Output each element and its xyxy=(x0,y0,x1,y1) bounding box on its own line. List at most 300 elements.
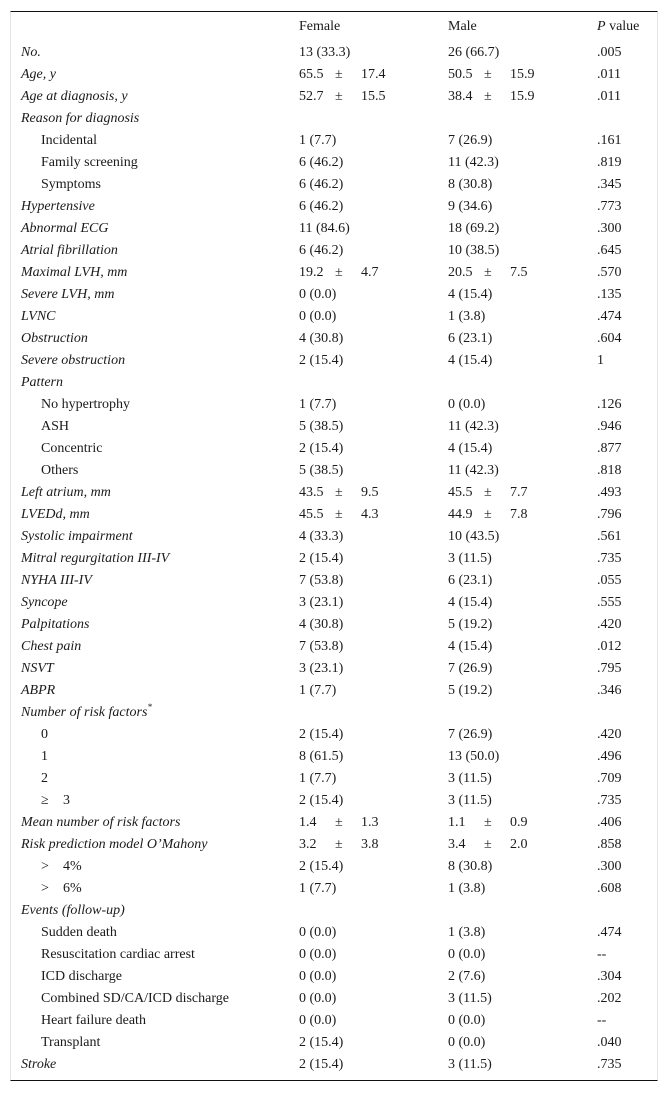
table-row xyxy=(11,240,657,262)
p-value: -- xyxy=(597,947,607,962)
p-value: -- xyxy=(597,1013,607,1028)
table-row xyxy=(11,438,657,460)
row-label xyxy=(41,152,138,174)
p-value: .735 xyxy=(597,551,622,566)
row-label xyxy=(21,526,133,548)
row-label-text: NYHA III-IV xyxy=(21,573,92,588)
male-value: 9 (34.6) xyxy=(448,199,493,214)
male-mean: 3.4 xyxy=(448,837,466,852)
header-p-rest: value xyxy=(605,19,640,34)
row-label xyxy=(21,350,125,372)
plus-minus-sign: ± xyxy=(335,265,343,280)
row-label xyxy=(21,372,63,394)
row-label xyxy=(41,724,48,746)
row-label-text: Transplant xyxy=(41,1035,101,1050)
row-label xyxy=(41,130,97,152)
p-value: .608 xyxy=(597,881,622,896)
plus-minus-sign: ± xyxy=(335,89,343,104)
table-row xyxy=(11,1010,657,1032)
male-mean: 45.5 xyxy=(448,485,473,500)
p-value: .474 xyxy=(597,925,622,940)
table-row xyxy=(11,306,657,328)
male-value: 13 (50.0) xyxy=(448,749,500,764)
male-value: 7 (26.9) xyxy=(448,661,493,676)
male-mean: 20.5 xyxy=(448,265,473,280)
row-label xyxy=(41,174,101,196)
row-label xyxy=(41,1010,146,1032)
female-value: 3 (23.1) xyxy=(299,595,344,610)
female-value: 1 (7.7) xyxy=(299,133,337,148)
p-value: .796 xyxy=(597,507,622,522)
female-value: 1 (7.7) xyxy=(299,397,337,412)
row-label-text: Pattern xyxy=(21,375,63,390)
row-label-text: Events (follow-up) xyxy=(21,903,125,918)
p-value: .011 xyxy=(597,67,621,82)
row-label-text: Hypertensive xyxy=(21,199,95,214)
female-value: 7 (53.8) xyxy=(299,573,344,588)
p-value: .735 xyxy=(597,1057,622,1072)
female-mean: 45.5 xyxy=(299,507,324,522)
row-label-text: Age, y xyxy=(21,67,56,82)
row-label-symbol: > xyxy=(41,859,49,874)
table-row xyxy=(11,1054,657,1076)
row-label xyxy=(21,196,95,218)
female-value: 0 (0.0) xyxy=(299,991,337,1006)
plus-minus-sign: ± xyxy=(335,485,343,500)
row-label xyxy=(21,570,92,592)
row-label xyxy=(21,504,90,526)
female-value: 1 (7.7) xyxy=(299,683,337,698)
plus-minus-sign: ± xyxy=(484,89,492,104)
male-value: 1 (3.8) xyxy=(448,309,486,324)
row-label-symbol: > xyxy=(41,881,49,896)
female-sd: 3.8 xyxy=(361,837,379,852)
table-row xyxy=(11,416,657,438)
row-label-text: Others xyxy=(41,463,79,478)
male-value: 4 (15.4) xyxy=(448,287,493,302)
table-row xyxy=(11,834,657,856)
male-value: 3 (11.5) xyxy=(448,793,492,808)
p-value: .735 xyxy=(597,793,622,808)
female-value: 2 (15.4) xyxy=(299,353,344,368)
table-row xyxy=(11,856,657,878)
p-value: .300 xyxy=(597,221,622,236)
male-value: 0 (0.0) xyxy=(448,947,486,962)
row-label-text: Number of risk factors xyxy=(21,705,148,720)
female-value: 6 (46.2) xyxy=(299,243,344,258)
male-value: 6 (23.1) xyxy=(448,573,493,588)
table-row xyxy=(11,64,657,86)
p-value: .819 xyxy=(597,155,622,170)
p-value: .202 xyxy=(597,991,622,1006)
row-label xyxy=(21,262,127,284)
p-value: .040 xyxy=(597,1035,622,1050)
row-label xyxy=(41,746,48,768)
table-row xyxy=(11,152,657,174)
row-label-text: Resuscitation cardiac arrest xyxy=(41,947,195,962)
row-label xyxy=(21,548,169,570)
header-male: Male xyxy=(448,19,477,34)
p-value: .005 xyxy=(597,45,622,60)
plus-minus-sign: ± xyxy=(484,507,492,522)
row-label xyxy=(21,306,56,328)
female-value: 7 (53.8) xyxy=(299,639,344,654)
row-label-text: Incidental xyxy=(41,133,97,148)
p-value: .161 xyxy=(597,133,622,148)
female-sd: 9.5 xyxy=(361,485,379,500)
male-sd: 7.8 xyxy=(510,507,528,522)
p-value: .877 xyxy=(597,441,622,456)
row-label-text: Syncope xyxy=(21,595,68,610)
male-value: 4 (15.4) xyxy=(448,639,493,654)
male-value: 3 (11.5) xyxy=(448,1057,492,1072)
p-value: .474 xyxy=(597,309,622,324)
male-mean: 1.1 xyxy=(448,815,466,830)
p-value: .346 xyxy=(597,683,622,698)
male-value: 4 (15.4) xyxy=(448,353,493,368)
row-label xyxy=(21,834,208,856)
row-label xyxy=(41,460,78,482)
table-row xyxy=(11,350,657,372)
table-row xyxy=(11,702,657,724)
row-label xyxy=(41,1032,100,1054)
table-row xyxy=(11,284,657,306)
p-value: .420 xyxy=(597,727,622,742)
row-label xyxy=(21,64,56,86)
female-sd: 1.3 xyxy=(361,815,379,830)
row-label-text: No hypertrophy xyxy=(41,397,131,412)
female-value: 0 (0.0) xyxy=(299,287,337,302)
female-value: 13 (33.3) xyxy=(299,45,351,60)
row-label xyxy=(21,680,55,702)
footnote-marker: * xyxy=(147,702,152,712)
male-value: 11 (42.3) xyxy=(448,463,499,478)
female-sd: 15.5 xyxy=(361,89,386,104)
row-label xyxy=(21,702,152,724)
row-label-text: Concentric xyxy=(41,441,103,456)
male-value: 8 (30.8) xyxy=(448,859,493,874)
plus-minus-sign: ± xyxy=(335,67,343,82)
row-label xyxy=(21,218,109,240)
female-value: 1 (7.7) xyxy=(299,771,337,786)
male-sd: 15.9 xyxy=(510,89,535,104)
male-value: 1 (3.8) xyxy=(448,881,486,896)
male-value: 0 (0.0) xyxy=(448,397,486,412)
row-label-text: Systolic impairment xyxy=(21,529,133,544)
male-value: 2 (7.6) xyxy=(448,969,486,984)
table-row xyxy=(11,548,657,570)
row-label-text: LVNC xyxy=(21,309,56,324)
table-row xyxy=(11,174,657,196)
row-label-text: Left atrium, mm xyxy=(21,485,111,500)
table-row xyxy=(11,42,657,64)
p-value: .011 xyxy=(597,89,621,104)
row-label-text: Severe LVH, mm xyxy=(21,287,115,302)
table-row xyxy=(11,218,657,240)
male-value: 3 (11.5) xyxy=(448,991,492,1006)
table-row xyxy=(11,944,657,966)
female-sd: 4.7 xyxy=(361,265,379,280)
table-row xyxy=(11,966,657,988)
plus-minus-sign: ± xyxy=(335,815,343,830)
table-row xyxy=(11,504,657,526)
table-row xyxy=(11,614,657,636)
p-value: .496 xyxy=(597,749,622,764)
p-value: .858 xyxy=(597,837,622,852)
row-label-text: 2 xyxy=(41,771,48,786)
male-value: 5 (19.2) xyxy=(448,683,493,698)
table-row xyxy=(11,922,657,944)
row-label-text: Reason for diagnosis xyxy=(21,111,140,126)
female-mean: 1.4 xyxy=(299,815,317,830)
female-value: 3 (23.1) xyxy=(299,661,344,676)
table-row xyxy=(11,768,657,790)
p-value: .493 xyxy=(597,485,622,500)
female-mean: 3.2 xyxy=(299,837,317,852)
row-label-text: Mitral regurgitation III-IV xyxy=(21,551,170,566)
male-value: 4 (15.4) xyxy=(448,595,493,610)
male-sd: 0.9 xyxy=(510,815,528,830)
table-row xyxy=(11,262,657,284)
row-label-text: No. xyxy=(21,45,41,60)
row-label-text: ASH xyxy=(41,419,70,434)
plus-minus-sign: ± xyxy=(484,67,492,82)
female-value: 1 (7.7) xyxy=(299,881,337,896)
row-label xyxy=(21,86,128,108)
table-row xyxy=(11,394,657,416)
row-label xyxy=(21,482,111,504)
male-sd: 7.7 xyxy=(510,485,528,500)
row-label-text: ICD discharge xyxy=(41,969,122,984)
row-label-text: Chest pain xyxy=(21,639,82,654)
table-row xyxy=(11,878,657,900)
female-mean: 65.5 xyxy=(299,67,324,82)
female-value: 5 (38.5) xyxy=(299,419,344,434)
row-label-text: Maximal LVH, mm xyxy=(21,265,128,280)
male-value: 3 (11.5) xyxy=(448,551,492,566)
row-label xyxy=(21,658,54,680)
plus-minus-sign: ± xyxy=(484,837,492,852)
female-value: 0 (0.0) xyxy=(299,947,337,962)
row-label xyxy=(21,328,88,350)
female-value: 2 (15.4) xyxy=(299,859,344,874)
row-label-number: 4% xyxy=(63,859,82,874)
male-mean: 38.4 xyxy=(448,89,473,104)
male-value: 26 (66.7) xyxy=(448,45,500,60)
row-label-text: Symptoms xyxy=(41,177,101,192)
male-value: 7 (26.9) xyxy=(448,727,493,742)
table-row xyxy=(11,460,657,482)
table-row xyxy=(11,372,657,394)
p-value: .645 xyxy=(597,243,622,258)
row-label-text: Obstruction xyxy=(21,331,88,346)
male-value: 1 (3.8) xyxy=(448,925,486,940)
female-sd: 17.4 xyxy=(361,67,386,82)
male-value: 0 (0.0) xyxy=(448,1013,486,1028)
table-row xyxy=(11,680,657,702)
table-row xyxy=(11,746,657,768)
p-value: .055 xyxy=(597,573,622,588)
female-value: 0 (0.0) xyxy=(299,925,337,940)
p-value: .709 xyxy=(597,771,622,786)
plus-minus-sign: ± xyxy=(484,485,492,500)
female-value: 0 (0.0) xyxy=(299,309,337,324)
header-female: Female xyxy=(299,19,341,34)
row-label-text: Sudden death xyxy=(41,925,117,940)
p-value: .773 xyxy=(597,199,622,214)
p-value: .946 xyxy=(597,419,622,434)
female-value: 2 (15.4) xyxy=(299,1057,344,1072)
row-label xyxy=(41,394,130,416)
male-value: 4 (15.4) xyxy=(448,441,493,456)
row-label xyxy=(21,812,180,834)
plus-minus-sign: ± xyxy=(484,265,492,280)
row-label-text: Severe obstruction xyxy=(21,353,126,368)
row-label-number: 3 xyxy=(63,793,70,808)
p-value: .795 xyxy=(597,661,622,676)
male-value: 6 (23.1) xyxy=(448,331,493,346)
female-mean: 52.7 xyxy=(299,89,324,104)
header-p-value xyxy=(597,16,639,38)
female-value: 4 (30.8) xyxy=(299,617,344,632)
female-value: 0 (0.0) xyxy=(299,969,337,984)
p-value: .300 xyxy=(597,859,622,874)
row-label-text: Stroke xyxy=(21,1057,57,1072)
row-label-text: Age at diagnosis, y xyxy=(21,89,128,104)
header-row xyxy=(11,16,657,38)
female-value: 2 (15.4) xyxy=(299,551,344,566)
row-label-symbol: ≥ xyxy=(41,793,49,808)
row-label xyxy=(41,944,195,966)
table-row xyxy=(11,526,657,548)
female-value: 6 (46.2) xyxy=(299,177,344,192)
row-label xyxy=(41,922,117,944)
header-p-italic: P xyxy=(597,19,606,34)
row-label-text: ABPR xyxy=(21,683,56,698)
p-value: .555 xyxy=(597,595,622,610)
row-label-text: 1 xyxy=(41,749,48,764)
row-label xyxy=(21,108,139,130)
row-label-text: Combined SD/CA/ICD discharge xyxy=(41,991,229,1006)
male-value: 5 (19.2) xyxy=(448,617,493,632)
row-label xyxy=(21,636,81,658)
table-row xyxy=(11,1032,657,1054)
table-row xyxy=(11,328,657,350)
male-sd: 15.9 xyxy=(510,67,535,82)
male-mean: 50.5 xyxy=(448,67,473,82)
female-value: 5 (38.5) xyxy=(299,463,344,478)
row-label-text: NSVT xyxy=(21,661,54,676)
p-value: .406 xyxy=(597,815,622,830)
table-row xyxy=(11,658,657,680)
table-row xyxy=(11,724,657,746)
p-value: .561 xyxy=(597,529,622,544)
female-value: 11 (84.6) xyxy=(299,221,350,236)
female-value: 6 (46.2) xyxy=(299,199,344,214)
male-value: 11 (42.3) xyxy=(448,155,499,170)
row-label-text: Abnormal ECG xyxy=(21,221,109,236)
p-value: .135 xyxy=(597,287,622,302)
male-value: 7 (26.9) xyxy=(448,133,493,148)
female-value: 8 (61.5) xyxy=(299,749,344,764)
row-label-text: Atrial fibrillation xyxy=(21,243,118,258)
table-row xyxy=(11,592,657,614)
row-label-text: Mean number of risk factors xyxy=(21,815,181,830)
row-label xyxy=(21,240,118,262)
plus-minus-sign: ± xyxy=(335,837,343,852)
table-row xyxy=(11,130,657,152)
table-row xyxy=(11,86,657,108)
row-label-text: LVEDd, mm xyxy=(21,507,90,522)
female-mean: 43.5 xyxy=(299,485,324,500)
p-value: .818 xyxy=(597,463,622,478)
p-value: .126 xyxy=(597,397,622,412)
row-label-text: Risk prediction model O’Mahony xyxy=(21,837,208,852)
female-sd: 4.3 xyxy=(361,507,379,522)
row-label xyxy=(41,988,229,1010)
female-value: 2 (15.4) xyxy=(299,1035,344,1050)
row-label-text: Family screening xyxy=(41,155,138,170)
p-value: .604 xyxy=(597,331,622,346)
p-value: .420 xyxy=(597,617,622,632)
row-label-number: 6% xyxy=(63,881,82,896)
male-value: 0 (0.0) xyxy=(448,1035,486,1050)
male-sd: 2.0 xyxy=(510,837,528,852)
row-label xyxy=(21,900,125,922)
table-row xyxy=(11,988,657,1010)
table-row xyxy=(11,790,657,812)
female-value: 4 (33.3) xyxy=(299,529,344,544)
table-row xyxy=(11,900,657,922)
female-value: 2 (15.4) xyxy=(299,793,344,808)
table-row xyxy=(11,196,657,218)
female-value: 0 (0.0) xyxy=(299,1013,337,1028)
table-row xyxy=(11,108,657,130)
row-label xyxy=(21,1054,56,1076)
female-value: 4 (30.8) xyxy=(299,331,344,346)
plus-minus-sign: ± xyxy=(484,815,492,830)
male-sd: 7.5 xyxy=(510,265,528,280)
male-value: 10 (43.5) xyxy=(448,529,500,544)
data-table xyxy=(10,11,658,1081)
row-label xyxy=(21,592,68,614)
male-value: 8 (30.8) xyxy=(448,177,493,192)
p-value: .570 xyxy=(597,265,622,280)
male-value: 10 (38.5) xyxy=(448,243,500,258)
female-value: 2 (15.4) xyxy=(299,727,344,742)
row-label-text: 0 xyxy=(41,727,48,742)
row-label xyxy=(41,768,48,790)
row-label xyxy=(41,966,122,988)
row-label xyxy=(21,284,114,306)
row-label-text: Palpitations xyxy=(21,617,90,632)
male-value: 3 (11.5) xyxy=(448,771,492,786)
row-label xyxy=(21,614,89,636)
table-row xyxy=(11,636,657,658)
female-value: 6 (46.2) xyxy=(299,155,344,170)
male-value: 18 (69.2) xyxy=(448,221,500,236)
row-label xyxy=(41,416,69,438)
p-value: .304 xyxy=(597,969,622,984)
table-row xyxy=(11,812,657,834)
table-row xyxy=(11,482,657,504)
table-row xyxy=(11,570,657,592)
row-label xyxy=(21,42,41,64)
p-value: .345 xyxy=(597,177,622,192)
p-value: 1 xyxy=(597,353,604,368)
male-mean: 44.9 xyxy=(448,507,473,522)
male-value: 11 (42.3) xyxy=(448,419,499,434)
